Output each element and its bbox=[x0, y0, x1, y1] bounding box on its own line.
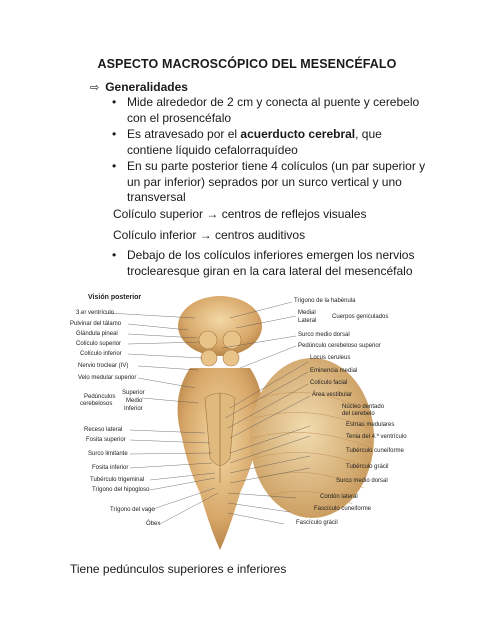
figure-label: Núcleo dentado bbox=[342, 404, 385, 410]
anatomy-figure bbox=[70, 288, 422, 558]
bullet-list bbox=[108, 248, 438, 279]
figure-label: Surco medio dorsal bbox=[298, 332, 350, 338]
list-item bbox=[108, 127, 428, 158]
figure-label: cerebelosos bbox=[80, 401, 113, 407]
figure-label: Pulvinar del tálamo bbox=[70, 321, 122, 327]
figure-label: Colículo superior bbox=[76, 341, 122, 347]
figure-label: Velo medular superior bbox=[78, 375, 137, 381]
figure-label: Nervio troclear (IV) bbox=[78, 363, 129, 369]
figure-label: Trígono de la habénula bbox=[294, 298, 356, 304]
text-line-right: centros auditivos bbox=[211, 228, 306, 242]
figure-label: Surco medio dorsal bbox=[336, 478, 388, 484]
bullet-list bbox=[108, 95, 428, 207]
figure-label: Colículo facial bbox=[310, 380, 348, 386]
figure-label: Cuerpos geniculados bbox=[332, 314, 389, 320]
figure-label: Tubérculo cuneiforme bbox=[346, 448, 404, 454]
list-item-text: Es atravesado por el bbox=[127, 127, 241, 141]
figure-label: Área vestibular bbox=[312, 392, 353, 398]
figure-label: Tubérculo trigeminal bbox=[90, 477, 145, 483]
figure-label: Locus ceruleus bbox=[310, 355, 351, 361]
figure-label: Pedúnculos bbox=[84, 394, 116, 400]
figure-label: Cordón lateral bbox=[320, 494, 358, 500]
figure-label: Medio bbox=[126, 398, 143, 404]
figure-label: Surco limitante bbox=[88, 451, 128, 457]
text-line-left: Colículo superior bbox=[113, 207, 207, 221]
figure-label: Pedúnculo cerebeloso superior bbox=[298, 343, 381, 349]
figure-label: Medial bbox=[298, 310, 316, 316]
page-title: ASPECTO MACROSCÓPICO DEL MESENCÉFALO bbox=[97, 57, 397, 71]
figure-label: Eminencia medial bbox=[310, 368, 358, 374]
figure-label: Glándula pineal bbox=[76, 331, 118, 337]
list-item: • Debajo de los colículos inferiores emergen los nervios troclearesque giran en la cara lateral del mesencéfalo bbox=[108, 248, 438, 279]
figure-label: Superior bbox=[122, 390, 145, 396]
figure-label: Trígono del hipogloso bbox=[92, 487, 150, 493]
arrow-right-icon: → bbox=[199, 228, 212, 242]
text-line-left: Colículo inferior bbox=[113, 228, 200, 242]
figure-label: Fosita superior bbox=[86, 437, 126, 443]
figure-label: del cerebelo bbox=[342, 411, 375, 417]
arrow-right-icon: ⇨ bbox=[90, 82, 100, 94]
section-heading-text: Generalidades bbox=[105, 80, 188, 94]
list-item-text: , que contiene líquido cefalorraquídeo bbox=[127, 127, 382, 157]
figure-label: Fosita inferior bbox=[92, 465, 129, 471]
text-line bbox=[113, 207, 366, 221]
figure-label: Trígono del vago bbox=[110, 507, 155, 513]
figure-label: Fascículo cuneiforme bbox=[314, 506, 372, 512]
text-line-right: centros de reflejos visuales bbox=[218, 207, 367, 221]
section-heading bbox=[90, 80, 188, 94]
figure-label: Fascículo grácil bbox=[296, 520, 338, 526]
figure-label: Óbex bbox=[146, 521, 161, 527]
figure-label: Colículo inferior bbox=[80, 351, 122, 357]
arrow-right-icon: → bbox=[206, 207, 219, 221]
list-item: • Mide alrededor de 2 cm y conecta al puente y cerebelo con el prosencéfalo bbox=[108, 95, 428, 126]
figure-label: 3.er ventrículo bbox=[76, 310, 115, 316]
figure-label: Receso lateral bbox=[84, 427, 123, 433]
footer-text: Tiene pedúnculos superiores e inferiores bbox=[70, 562, 287, 576]
list-item: • En su parte posterior tiene 4 colículos (un par superior y un par inferior) seprados por un surco vertical y uno transversal bbox=[108, 159, 428, 206]
figure-label: Inferior bbox=[124, 406, 143, 412]
list-item-bold: acuerducto cerebral bbox=[240, 127, 356, 141]
figure-label: Lateral bbox=[298, 318, 317, 324]
figure-heading: Visión posterior bbox=[88, 294, 142, 301]
figure-label: Estrías medulares bbox=[346, 422, 395, 428]
figure-label: Tenia del 4.º ventrículo bbox=[346, 434, 407, 440]
text-line bbox=[113, 228, 305, 242]
figure-label: Tubérculo grácil bbox=[346, 464, 389, 470]
